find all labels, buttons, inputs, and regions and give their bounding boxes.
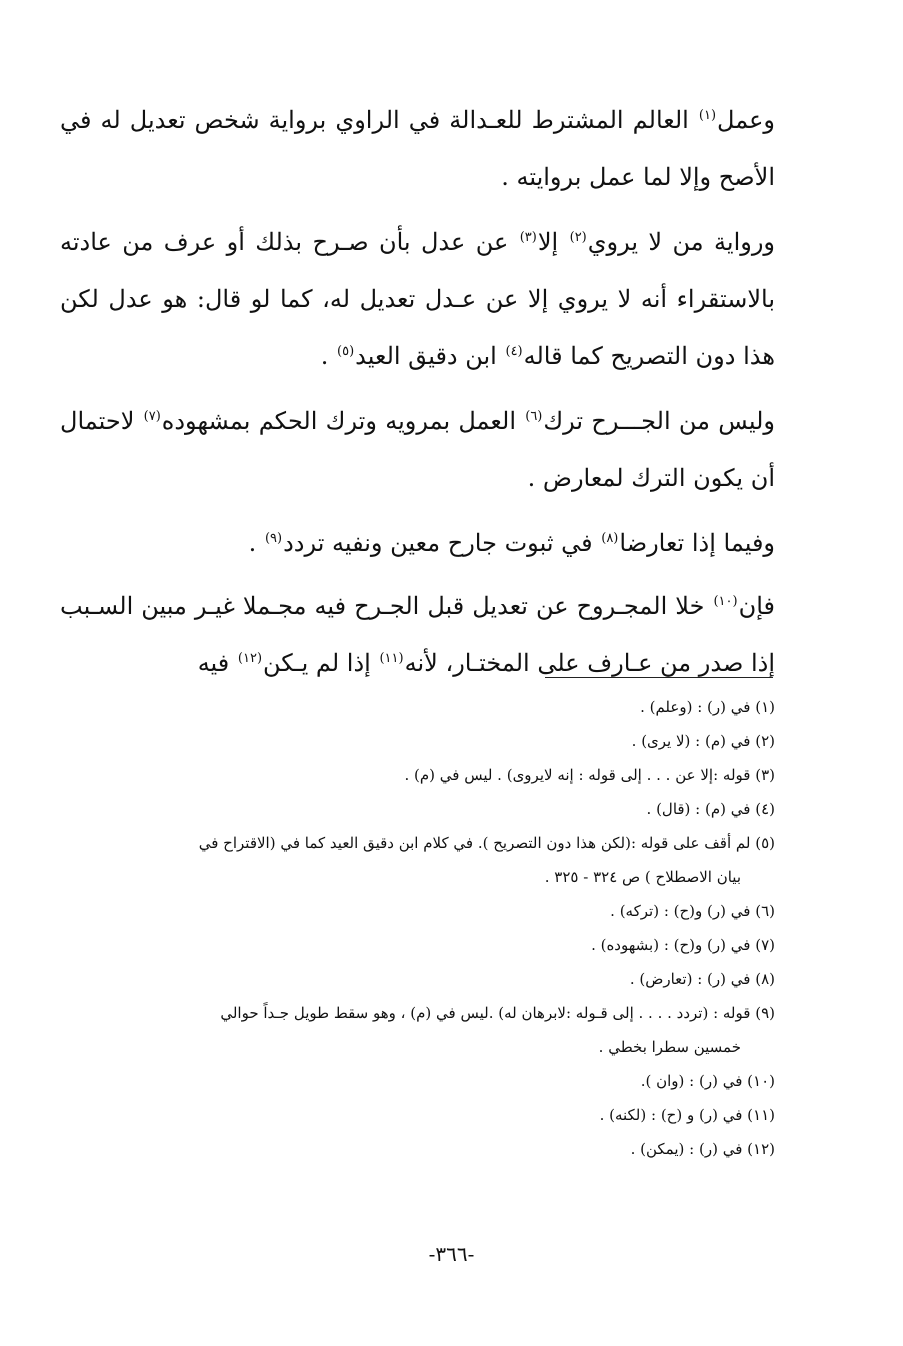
footnote-separator bbox=[545, 677, 773, 678]
footnote-reference: (٨) bbox=[601, 531, 619, 546]
footnote-text: في (ر) : (وعلم) . bbox=[640, 698, 751, 716]
footnote-reference: (٣) bbox=[519, 230, 537, 245]
footnotes bbox=[60, 690, 775, 1166]
text-segment: ابن دقيق العيد bbox=[355, 342, 505, 370]
page-number: -٣٦٦- bbox=[428, 1242, 475, 1266]
footnote-text: في (م) : (قال) . bbox=[646, 800, 751, 818]
text-segment: في ثبوت جارح معين ونفيه تردد bbox=[283, 529, 601, 557]
footnote-reference: (١٢) bbox=[237, 651, 263, 666]
text-segment: وعمل bbox=[717, 106, 775, 134]
footnote-reference: (١) bbox=[698, 108, 717, 123]
text-segment: العالم المشترط للعـدالة في الراوي برواية شخص تعديل له في الأصح وإلا لما عمل بروايته . bbox=[60, 106, 775, 191]
footnote-number: (٩) bbox=[755, 1004, 775, 1022]
text-segment: العمل بمرويه وترك الحكم بمشهوده bbox=[161, 407, 525, 435]
text-segment: فإن bbox=[738, 592, 775, 620]
footnote bbox=[60, 690, 775, 724]
footnote-reference: (٤) bbox=[505, 344, 523, 359]
text-segment: إذا لم يـكن bbox=[263, 649, 379, 677]
footnote bbox=[60, 996, 775, 1064]
footnote-number: (٤) bbox=[755, 800, 775, 818]
footnote-text: قوله :إلا عن . . . إلى قوله : إنه لايروى) . ليس في (م) . bbox=[404, 766, 751, 784]
footnote-number: (٣) bbox=[755, 766, 775, 784]
footnote-reference: (٦) bbox=[525, 409, 543, 424]
footnote bbox=[60, 928, 775, 962]
footnote-reference: (٧) bbox=[143, 409, 161, 424]
text-segment: فيه bbox=[197, 649, 237, 677]
footnote-reference: (٩) bbox=[264, 531, 283, 546]
footnote-number: (٧) bbox=[755, 936, 775, 954]
footnote-text: قوله : (تردد . . . . إلى قـوله :لابرهان له) .ليس في (م) ، وهو سقط طويل جـداً حوالي bbox=[220, 1004, 751, 1022]
footnote-text: في (ر) و(ح) : (تركه) . bbox=[610, 902, 751, 920]
footnote-reference: (٢) bbox=[569, 230, 587, 245]
text-segment: وفيما إذا تعارضا bbox=[619, 529, 775, 557]
text-segment: ورواية من لا يروي bbox=[587, 228, 776, 256]
footnote-number: (٥) bbox=[755, 834, 775, 852]
footnote bbox=[60, 826, 775, 894]
footnote-text: لم أقف على قوله :(لكن هذا دون التصريح ). في كلام ابن دقيق العيد كما في (الاقتراح في bbox=[198, 834, 751, 852]
footnote-number: (٨) bbox=[755, 970, 775, 988]
footnote-continuation: بيان الاصطلاح ) ص ٣٢٤ - ٣٢٥ . bbox=[544, 868, 741, 886]
footnote-text: في (ر) : (يمكن) . bbox=[630, 1140, 743, 1158]
footnote bbox=[60, 1064, 775, 1098]
paragraph bbox=[60, 92, 775, 206]
footnote-number: (٦) bbox=[755, 902, 775, 920]
main-text bbox=[60, 92, 775, 700]
text-segment: لاحتمال أن يكون الترك لمعارض . bbox=[60, 407, 775, 492]
footnote bbox=[60, 1132, 775, 1166]
footnote-text: في (ر) و(ح) : (بشهوده) . bbox=[591, 936, 751, 954]
footnote-number: (١) bbox=[755, 698, 775, 716]
footnote-reference: (١١) bbox=[379, 651, 404, 666]
footnote bbox=[60, 724, 775, 758]
footnote-number: (١٠) bbox=[747, 1072, 775, 1090]
footnote-text: في (ر) و (ح) : (لكنه) . bbox=[599, 1106, 743, 1124]
paragraph bbox=[60, 515, 775, 572]
footnote-number: (١١) bbox=[747, 1106, 775, 1124]
footnote bbox=[60, 758, 775, 792]
footnote bbox=[60, 962, 775, 996]
text-segment: إلا bbox=[537, 228, 569, 256]
paragraph bbox=[60, 214, 775, 385]
footnote-continuation: خمسين سطرا بخطي . bbox=[598, 1038, 741, 1056]
footnote-reference: (٥) bbox=[337, 344, 355, 359]
footnote-text: في (ر) : (وان ). bbox=[640, 1072, 743, 1090]
text-segment: وليس من الجـــرح ترك bbox=[543, 407, 775, 435]
paragraph bbox=[60, 578, 775, 692]
text-segment: . bbox=[320, 342, 337, 370]
footnote-number: (٢) bbox=[755, 732, 775, 750]
footnote-number: (١٢) bbox=[747, 1140, 775, 1158]
paragraph bbox=[60, 393, 775, 507]
text-segment: . bbox=[248, 529, 264, 557]
footnote-reference: (١٠) bbox=[713, 594, 738, 609]
footnote bbox=[60, 792, 775, 826]
footnote bbox=[60, 1098, 775, 1132]
footnote-text: في (ر) : (تعارض) . bbox=[629, 970, 751, 988]
footnote-text: في (م) : (لا يرى) . bbox=[631, 732, 751, 750]
text-segment: عن عدل بأن صـرح بذلك أو عرف من عادته بالاستقراء أنه لا يروي إلا عن عـدل تعديل له، كما لو قال: هو عدل لكن هذا دون التصريح كما قاله bbox=[60, 228, 775, 370]
footnote bbox=[60, 894, 775, 928]
text-segment: خلا المجـروح عن تعديل قبل الجـرح فيه مجـملا غيـر مبين السـبب إذا صدر من عـارف على المختـار، لأنه bbox=[60, 592, 775, 677]
